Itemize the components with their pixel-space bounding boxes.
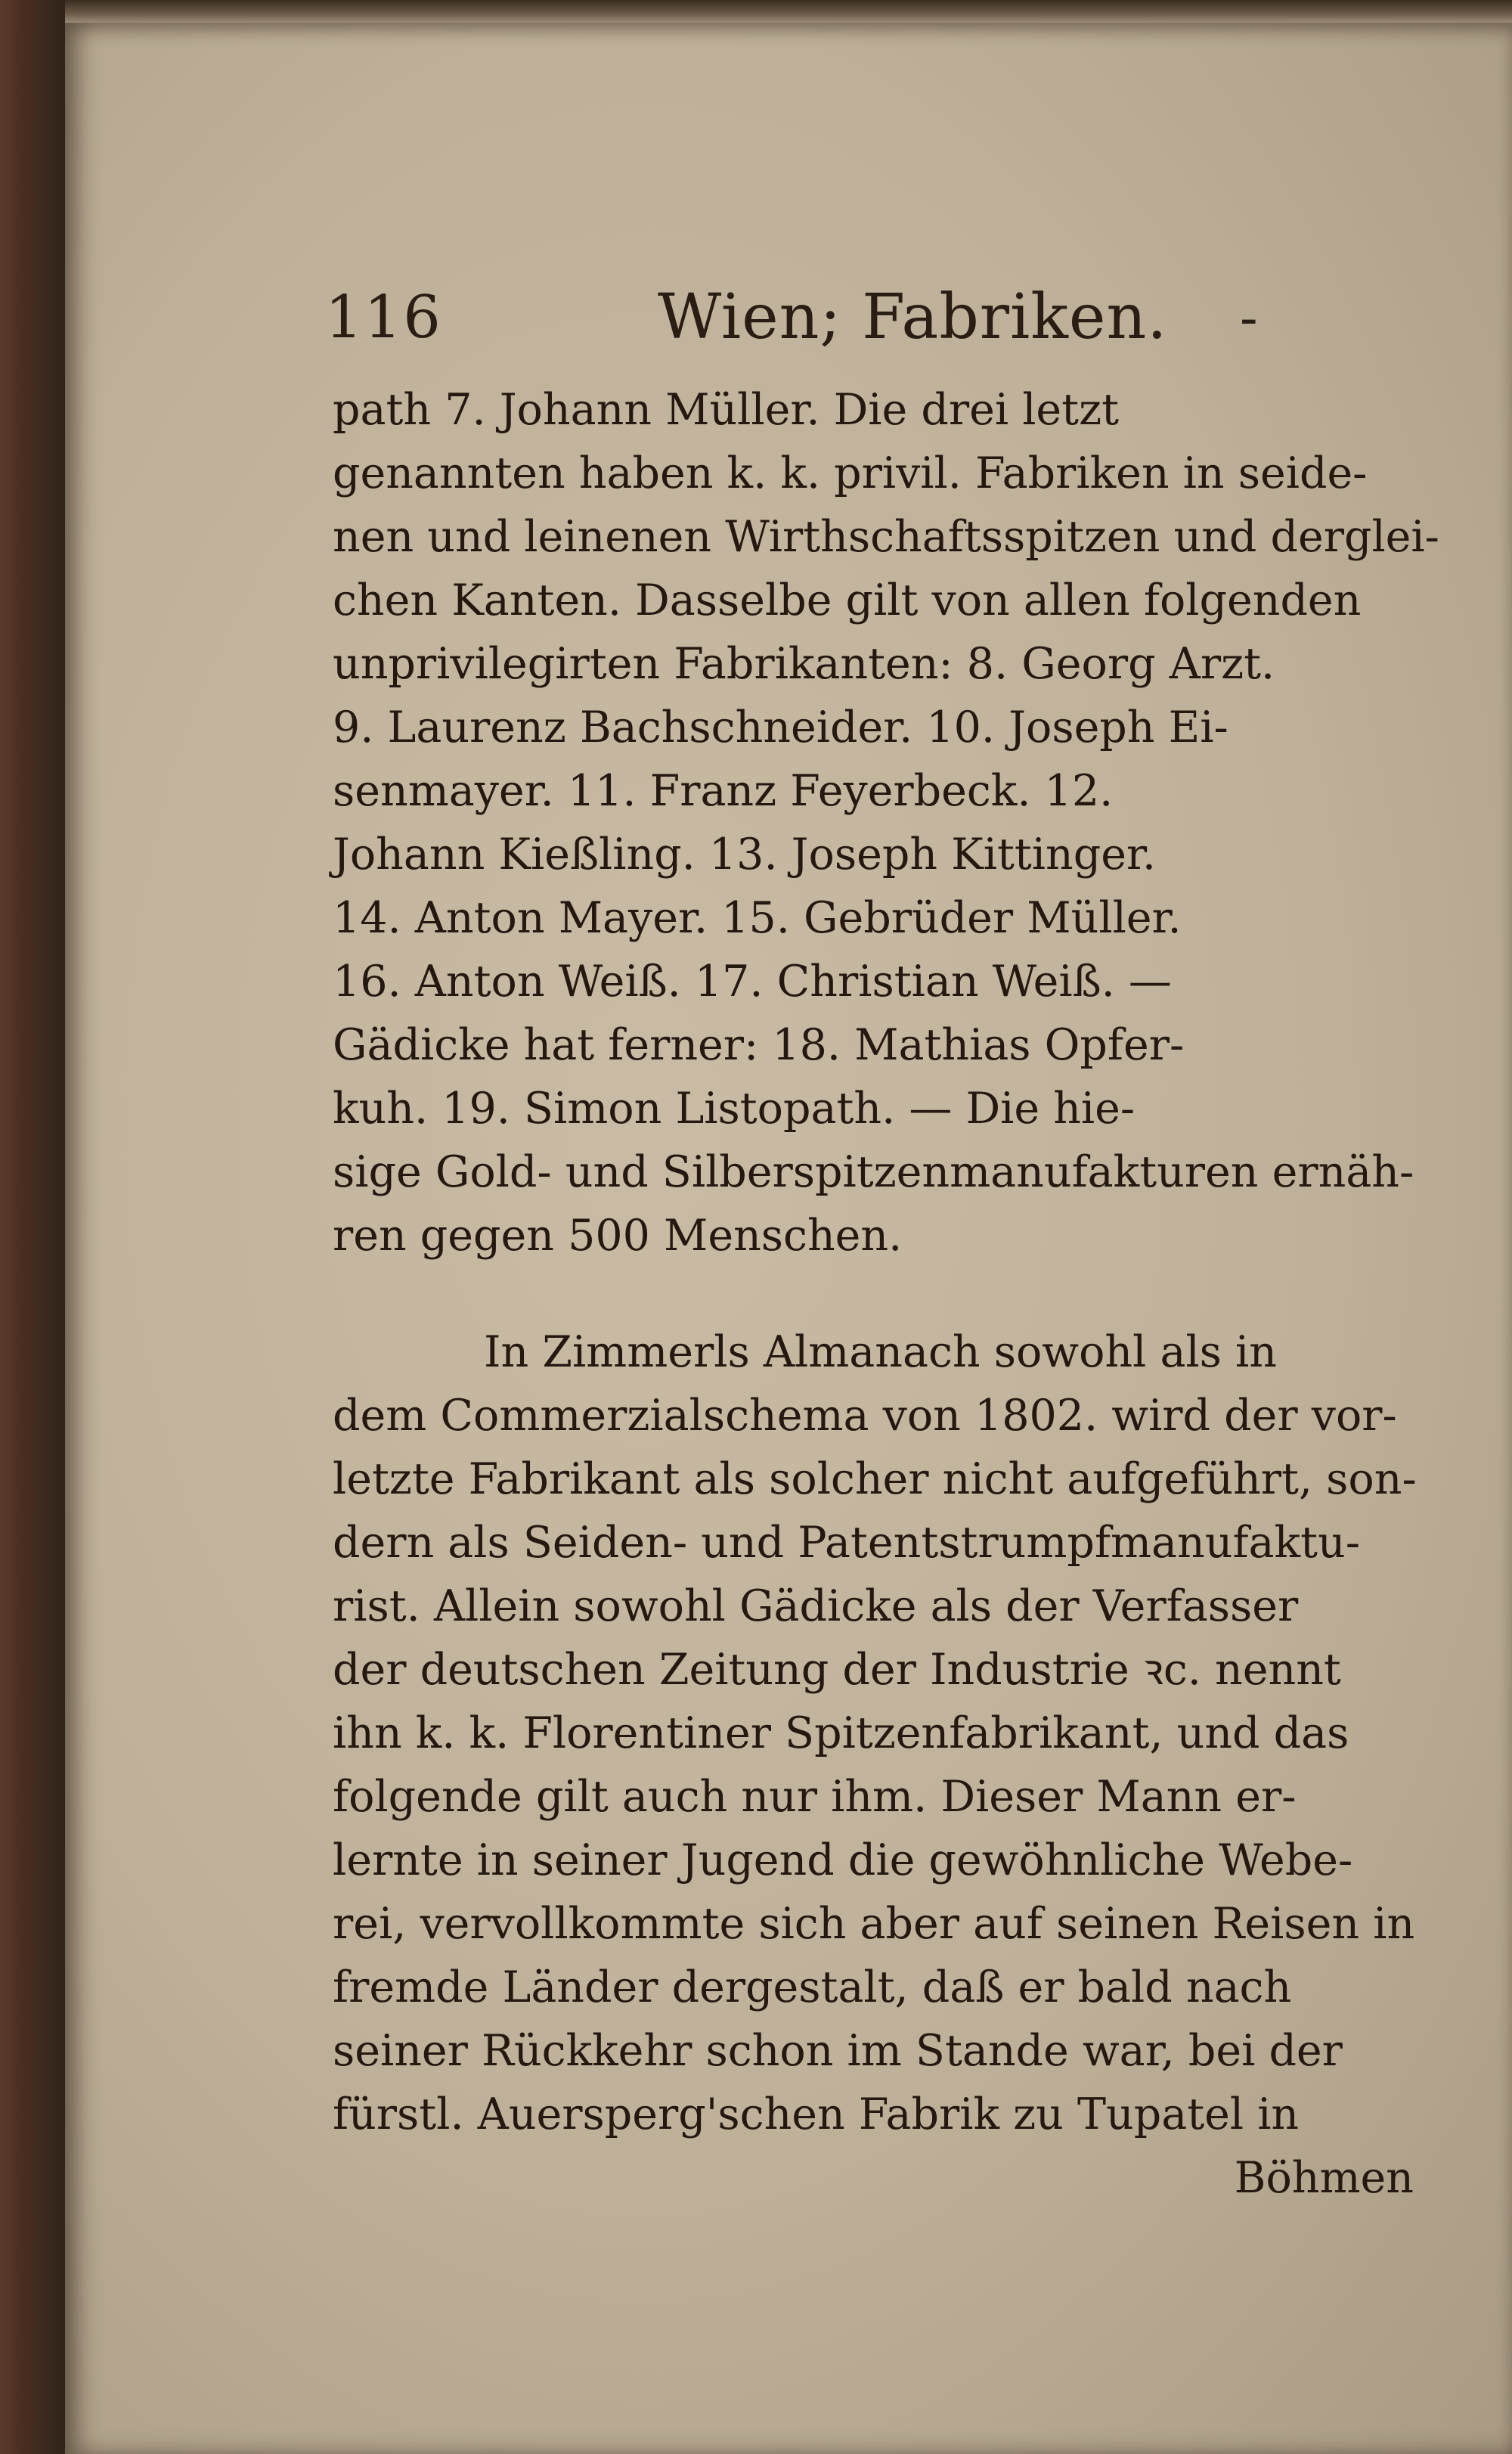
text-line: In Zimmerls Almanach sowohl als in [484,1327,1277,1377]
text-line: letzte Fabrikant als solcher nicht aufgeführt, son- [333,1454,1417,1504]
text-line: Johann Kießling. 13. Joseph Kittinger. [333,830,1157,880]
text-line: chen Kanten. Dasselbe gilt von allen folgenden [333,575,1362,625]
text-line: ren gegen 500 Menschen. [333,1211,903,1261]
text-line: unprivilegirten Fabrikanten: 8. Georg Arzt. [333,639,1275,689]
text-line: 9. Laurenz Bachschneider. 10. Joseph Ei- [333,703,1228,752]
text-line: path 7. Johann Müller. Die drei letzt [333,385,1119,435]
header-dash: - [1240,287,1258,349]
running-head: Wien; Fabriken. [658,281,1168,353]
text-line: seiner Rückkehr schon im Stande war, bei der [333,2026,1343,2076]
text-line: folgende gilt auch nur ihm. Dieser Mann er- [333,1772,1297,1822]
paragraph [333,1320,1417,2210]
paragraph-gap [333,1267,1414,1320]
text-line: rei, vervollkommte sich aber auf seinen Reisen in [333,1899,1415,1949]
text-line: dern als Seiden- und Patentstrumpfmanufaktu- [333,1518,1360,1568]
text-line: rist. Allein sowohl Gädicke als der Verfasser [333,1581,1299,1631]
text-line: lernte in seiner Jugend die gewöhnliche Webe- [333,1835,1353,1885]
text-line: kuh. 19. Simon Listopath. — Die hie- [333,1084,1136,1134]
text-line: der deutschen Zeitung der Industrie ꝛc. nennt [333,1645,1341,1695]
text-line: dem Commerzialschema von 1802. wird der vor- [333,1391,1397,1441]
catchword: Böhmen [1234,2153,1414,2203]
page-header [325,272,1308,363]
page-top-edge [65,0,1512,23]
page-number: 116 [325,284,442,352]
text-line: sige Gold- und Silberspitzenmanufakturen ernäh- [333,1147,1414,1197]
text-line: senmayer. 11. Franz Feyerbeck. 12. [333,766,1114,816]
body-text [333,378,1439,2210]
text-line: nen und leinenen Wirthschaftsspitzen und derglei- [333,512,1439,562]
text-line: 14. Anton Mayer. 15. Gebrüder Müller. [333,893,1182,943]
text-line: fremde Länder dergestalt, daß er bald nach [333,1962,1292,2012]
text-line: Gädicke hat ferner: 18. Mathias Opfer- [333,1020,1185,1070]
text-line: ihn k. k. Florentiner Spitzenfabrikant, und das [333,1708,1349,1758]
text-line: 16. Anton Weiß. 17. Christian Weiß. — [333,957,1172,1007]
paragraph [333,378,1439,1267]
text-line: fürstl. Auersperg'schen Fabrik zu Tupatel in [333,2089,1300,2139]
text-line: genannten haben k. k. privil. Fabriken in seide- [333,448,1368,498]
